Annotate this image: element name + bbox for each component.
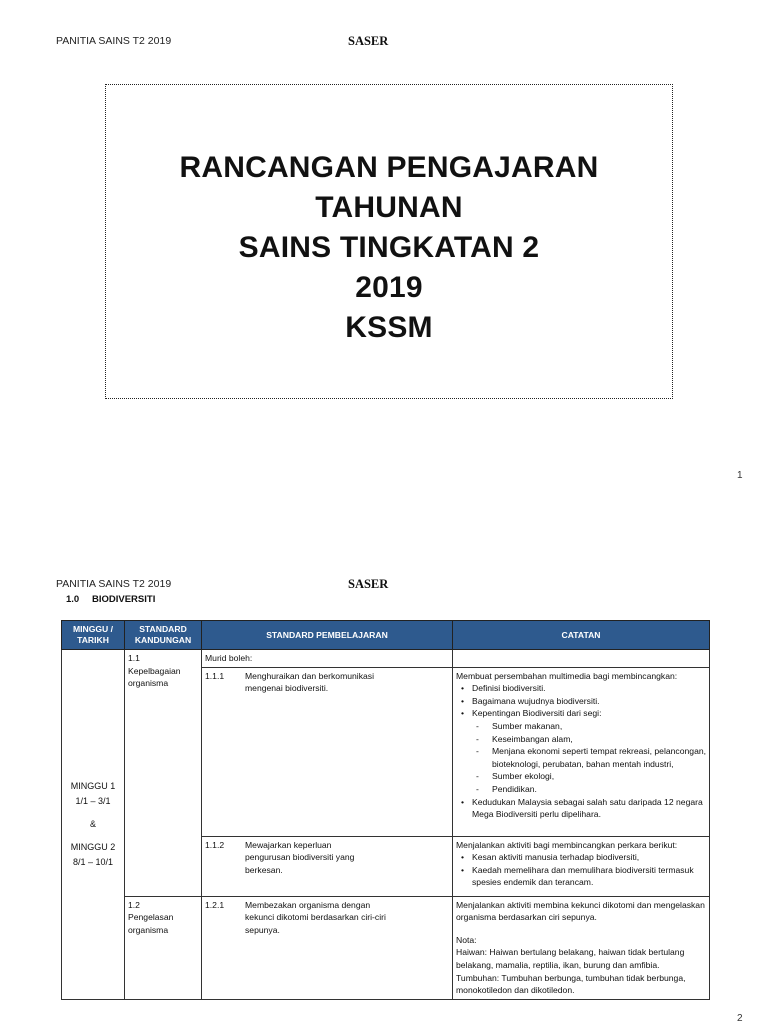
sublist-item: - Keseimbangan alam, bbox=[492, 733, 706, 746]
sk-2-text: Pengelasan organisma bbox=[128, 912, 174, 935]
catatan-111-list bbox=[456, 682, 706, 821]
sp-112-text: Mewajarkan keperluan pengurusan biodiversiti yang berkesan. bbox=[245, 839, 355, 875]
catatan-111-cell bbox=[453, 667, 710, 836]
sp-112-cell bbox=[202, 836, 453, 896]
title-line-4: 2019 bbox=[355, 270, 423, 304]
sp-111-text: Menghuraikan dan berkomunikasi mengenai biodiversiti. bbox=[245, 670, 374, 694]
week-line-4: MINGGU 2 bbox=[70, 841, 116, 852]
sk-2-code: 1.2 bbox=[128, 899, 140, 910]
catatan-112-intro: Menjalankan aktiviti bagi membincangkan perkara berikut: bbox=[456, 839, 678, 850]
week-line-5: 8/1 – 10/1 bbox=[72, 856, 114, 867]
title-line-1: RANCANGAN PENGAJARAN bbox=[179, 150, 599, 184]
sp-111-code: 1.1.1 bbox=[205, 670, 225, 681]
murid-boleh-cell: Murid boleh: bbox=[202, 650, 453, 668]
sp-121-code: 1.2.1 bbox=[205, 899, 225, 910]
title-box bbox=[105, 84, 673, 399]
header-minggu: MINGGU / TARIKH bbox=[62, 621, 125, 650]
sp-121-text: Membezakan organisma dengan kekunci dikotomi berdasarkan ciri-ciri sepunya. bbox=[245, 899, 386, 935]
section-number: 1.0 bbox=[66, 594, 80, 605]
catatan-111-intro: Membuat persembahan multimedia bagi membincangkan: bbox=[456, 670, 678, 681]
empty-catatan-cell bbox=[453, 650, 710, 668]
title-line-2: TAHUNAN bbox=[315, 190, 463, 224]
page1-number: 1 bbox=[737, 470, 743, 481]
list-item: • Bagaimana wujudnya biodiversiti. bbox=[472, 695, 706, 708]
week-line-3: & bbox=[89, 818, 96, 829]
week-cell bbox=[62, 650, 125, 1000]
section-title: BIODIVERSITI bbox=[92, 594, 156, 605]
list-item: • Kedudukan Malaysia sebagai salah satu daripada 12 negara Mega Biodiversiti perlu dipelihara. bbox=[472, 796, 706, 821]
table-row bbox=[62, 896, 710, 999]
page2-number: 2 bbox=[737, 1013, 743, 1024]
header-standard-pembelajaran: STANDARD PEMBELAJARAN bbox=[202, 621, 453, 650]
title-line-3: SAINS TINGKATAN 2 bbox=[238, 230, 540, 264]
table-row bbox=[62, 650, 710, 668]
page1-header-left: PANITIA SAINS T2 2019 bbox=[56, 35, 172, 47]
catatan-121-intro: Menjalankan aktiviti membina kekunci dikotomi dan mengelaskan organisma berdasarkan ciri sepunya. bbox=[456, 899, 705, 923]
catatan-121-cell bbox=[453, 896, 710, 999]
sublist-item: - Menjana ekonomi seperti tempat rekreasi, pelancongan, bioteknologi, perubatan, bahan mentah industri, bbox=[492, 745, 706, 770]
sublist-item: - Pendidikan. bbox=[492, 783, 706, 796]
catatan-112-list bbox=[456, 851, 706, 889]
table-header-row bbox=[62, 621, 710, 650]
catatan-121-haiwan: Haiwan: Haiwan bertulang belakang, haiwan tidak bertulang belakang, mamalia, reptilia, ikan, burung dan amfibia. bbox=[456, 947, 685, 970]
sublist-item: - Sumber ekologi, bbox=[492, 770, 706, 783]
sp-111-cell bbox=[202, 667, 453, 836]
page1-header-center: SASER bbox=[348, 34, 389, 48]
catatan-121-nota: Nota: bbox=[456, 934, 477, 945]
list-item-text: Kepentingan Biodiversiti dari segi: bbox=[472, 708, 602, 719]
sk-1-text: Kepelbagaian organisma bbox=[128, 665, 181, 689]
list-item bbox=[472, 707, 706, 795]
lesson-plan-table bbox=[61, 620, 710, 1000]
week-line-2: 1/1 – 3/1 bbox=[75, 795, 111, 806]
sublist-item: - Sumber makanan, bbox=[492, 720, 706, 733]
week-line-1: MINGGU 1 bbox=[70, 780, 116, 791]
page2-header-left: PANITIA SAINS T2 2019 bbox=[56, 578, 172, 590]
header-catatan: CATATAN bbox=[453, 621, 710, 650]
catatan-112-cell bbox=[453, 836, 710, 896]
page2-header-center: SASER bbox=[348, 577, 389, 591]
sublist bbox=[472, 720, 706, 796]
section-heading bbox=[66, 594, 155, 605]
header-standard-kandungan: STANDARD KANDUNGAN bbox=[125, 621, 202, 650]
list-item: • Kesan aktiviti manusia terhadap biodiversiti, bbox=[472, 851, 706, 864]
catatan-121-tumbuhan: Tumbuhan: Tumbuhan berbunga, tumbuhan tidak berbunga, monokotiledon dan dikotiledon. bbox=[456, 972, 686, 996]
sp-121-cell bbox=[202, 896, 453, 999]
sk-1-code: 1.1 bbox=[128, 653, 140, 663]
list-item: • Definisi biodiversiti. bbox=[472, 682, 706, 695]
title-line-5: KSSM bbox=[345, 310, 433, 344]
sk-2-cell bbox=[125, 896, 202, 999]
sp-112-code: 1.1.2 bbox=[205, 839, 225, 850]
list-item: • Kaedah memelihara dan memulihara biodiversiti termasuk spesies endemik dan terancam. bbox=[472, 864, 706, 889]
sk-1-cell bbox=[125, 650, 202, 897]
